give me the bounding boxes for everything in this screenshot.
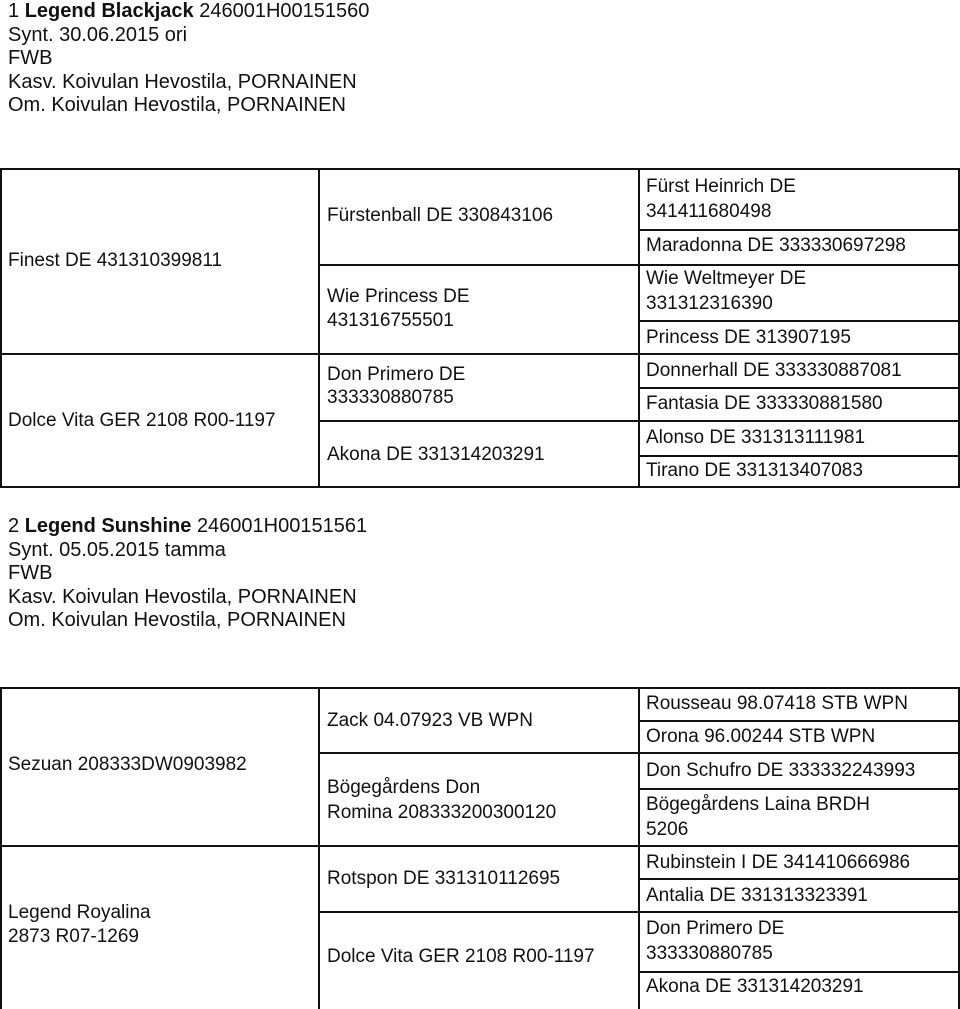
ped2-dds-line1: Don Primero DE — [646, 918, 785, 939]
ped2-sss: Rousseau 98.07418 STB WPN — [646, 693, 908, 714]
ped1-border-bottom — [0, 486, 960, 488]
horse-1-number: 1 — [8, 0, 20, 22]
ped1-border-left — [0, 168, 2, 488]
ped2-sds: Don Schufro DE 333332243993 — [646, 760, 916, 781]
ped1-gen3-divider-d — [638, 455, 960, 457]
ped1-dd: Akona DE 331314203291 — [327, 444, 545, 465]
ped1-gen3-divider-c — [638, 387, 960, 389]
horse-2-reg: 246001H00151561 — [196, 515, 368, 537]
ped2-gen3-divider-d — [638, 971, 960, 973]
horse-1-birth: Synt. 30.06.2015 ori — [8, 23, 188, 46]
ped2-dss: Rubinstein I DE 341410666986 — [646, 852, 911, 873]
ped1-sire: Finest DE 431310399811 — [8, 250, 223, 271]
horse-2-owner: Om. Koivulan Hevostila, PORNAINEN — [8, 609, 346, 631]
ped2-gen2-divider-b — [318, 911, 960, 913]
horse-2-number: 2 — [8, 515, 20, 537]
ped2-gen3-divider-c — [638, 878, 960, 880]
ped1-col-divider-1 — [318, 168, 320, 488]
ped1-dss: Donnerhall DE 333330887081 — [646, 360, 902, 381]
ped1-ds-line2: 333330880785 — [327, 387, 454, 408]
ped2-gen1-divider — [0, 845, 960, 847]
ped1-col-divider-2 — [638, 168, 640, 488]
ped1-sss-line2: 341411680498 — [646, 201, 772, 222]
horse-1-breed: FWB — [8, 47, 53, 69]
horse-2-breeder: Kasv. Koivulan Hevostila, PORNAINEN — [8, 585, 357, 608]
ped1-gen2-divider-a — [318, 264, 960, 266]
ped1-sds-line1: Wie Weltmeyer DE — [646, 268, 807, 289]
ped2-sdd-line1: Bögegårdens Laina BRDH — [646, 794, 870, 815]
ped1-sdd: Princess DE 313907195 — [646, 327, 851, 348]
ped2-gen2-divider-a — [318, 752, 960, 754]
ped2-ds: Rotspon DE 331310112695 — [327, 868, 561, 889]
ped2-ss: Zack 04.07923 VB WPN — [327, 710, 533, 731]
ped1-ss: Fürstenball DE 330843106 — [327, 205, 554, 226]
ped2-dsd: Antalia DE 331313323391 — [646, 885, 868, 906]
ped1-gen3-divider-a — [638, 229, 960, 231]
ped2-gen3-divider-a — [638, 720, 960, 722]
ped1-gen1-divider — [0, 353, 960, 355]
ped1-dds: Alonso DE 331313111981 — [646, 427, 866, 448]
ped1-gen3-divider-b — [638, 320, 960, 322]
ped1-ssd: Maradonna DE 333330697298 — [646, 235, 906, 256]
ped2-sdd-line2: 5206 — [646, 819, 689, 840]
horse-1-reg: 246001H00151560 — [199, 0, 370, 22]
ped1-ddd: Tirano DE 331313407083 — [646, 460, 863, 481]
ped2-border-top — [0, 687, 960, 689]
horse-2-title-line — [8, 515, 367, 539]
ped2-dds-line2: 333330880785 — [646, 943, 773, 964]
ped1-dam: Dolce Vita GER 2108 R00-1197 — [8, 410, 276, 431]
ped2-dd: Dolce Vita GER 2108 R00-1197 — [327, 946, 595, 967]
ped2-col-divider-2 — [638, 687, 640, 1009]
ped1-border-top — [0, 168, 960, 170]
ped2-sd-line2: Romina 208333200300120 — [327, 802, 557, 823]
ped1-gen2-divider-b — [318, 420, 960, 422]
ped2-ssd: Orona 96.00244 STB WPN — [646, 726, 876, 747]
horse-2-birth: Synt. 05.05.2015 tamma — [8, 538, 226, 561]
horse-2-breed: FWB — [8, 562, 53, 584]
ped1-sss-line1: Fürst Heinrich DE — [646, 176, 796, 197]
ped1-ds-line1: Don Primero DE — [327, 364, 466, 385]
ped1-sd-line1: Wie Princess DE — [327, 286, 470, 307]
ped1-sd-line2: 431316755501 — [327, 310, 454, 331]
ped2-gen3-divider-b — [638, 788, 960, 790]
horse-2-name: Legend Sunshine — [24, 515, 192, 537]
ped1-sds-line2: 331312316390 — [646, 293, 773, 314]
horse-2-header — [8, 515, 367, 633]
horse-1-breeder: Kasv. Koivulan Hevostila, PORNAINEN — [8, 70, 357, 93]
ped2-ddd: Akona DE 331314203291 — [646, 976, 864, 997]
ped2-dam-line1: Legend Royalina — [8, 902, 151, 923]
ped2-dam-line2: 2873 R07-1269 — [8, 926, 139, 947]
horse-1-title-line — [8, 0, 369, 24]
ped2-sire: Sezuan 208333DW0903982 — [8, 754, 247, 775]
ped1-dsd: Fantasia DE 333330881580 — [646, 393, 883, 414]
ped2-border-left — [0, 687, 2, 1009]
horse-1-header — [8, 0, 369, 118]
ped2-col-divider-1 — [318, 687, 320, 1009]
ped2-sd-line1: Bögegårdens Don — [327, 777, 481, 798]
horse-1-name: Legend Blackjack — [24, 0, 194, 22]
horse-1-owner: Om. Koivulan Hevostila, PORNAINEN — [8, 94, 346, 116]
